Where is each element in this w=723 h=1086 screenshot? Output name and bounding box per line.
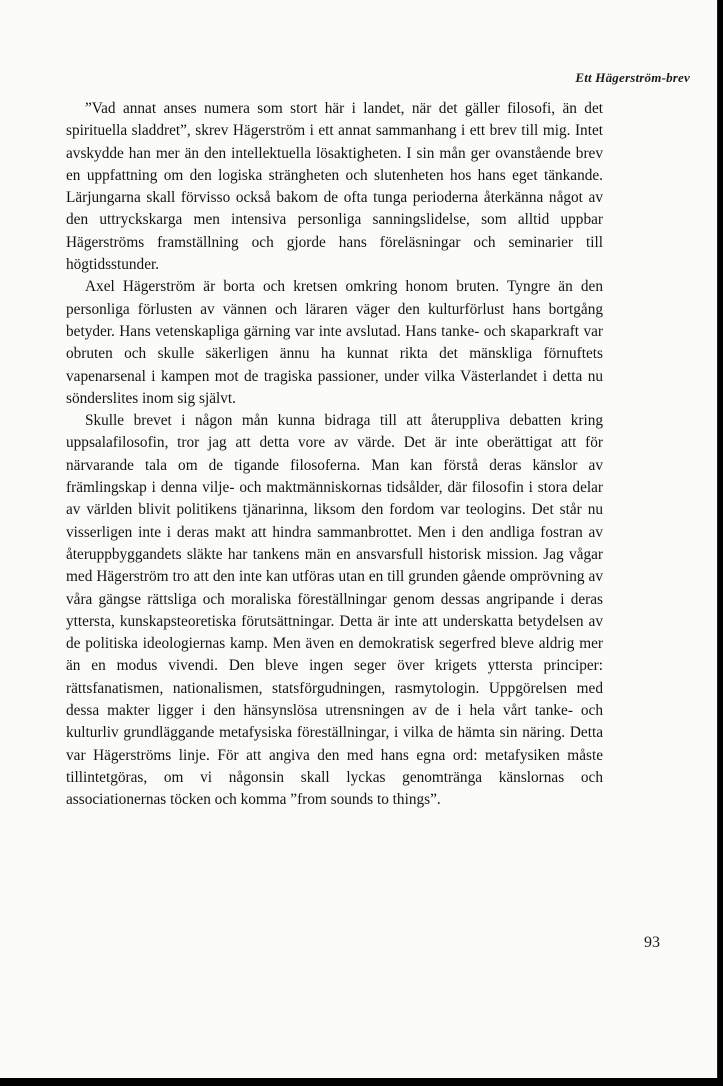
paragraph-3: Skulle brevet i någon mån kunna bidraga till att återuppliva debatten kring uppsalafilosofin, tror jag att detta vore av värde. Det är inte oberättigat att för närvarande tala om de tigande filosoferna. Man kan förstå deras känslor av främlingskap i denna vilje- och maktmänniskornas tidsålder, där filosofin i stora delar av världen blivit politikens tjänarinna, liksom den fordom var teologins. Det står nu visserligen inte i deras makt att hindra sammanbrottet. Men i den andliga fostran av återuppbyggandets släkte har tankens män en ansvarsfull historisk mission. Jag vågar med Hägerström tro att den inte kan utföras utan en till grunden gående omprövning av våra gängse rättsliga och moraliska föreställningar genom dessas angripande i deras yttersta, kunskapsteoretiska förutsättningar. Detta är inte att underskatta betydelsen av de politiska ideologiernas kamp. Men även en demokratisk segerfred bleve aldrig mer än en modus vivendi. Den bleve ingen seger över krigets yttersta principer: rättsfanatismen, nationalismen, statsförgudningen, rasmytologin. Uppgörelsen med dessa makter ligger i den hänsynslösa utrensningen av de i hela vårt tanke- och kulturliv grundläggande metafysiska föreställningar, i vilka de hämta sin näring. Detta var Hägerströms linje. För att angiva den med hans egna ord: metafysiken måste tillintetgöras, om vi någonsin skall lyckas genomtränga känslornas och associationernas töcken och komma ”from sounds to things”. [66, 412, 603, 809]
paragraph-1: ”Vad annat anses numera som stort här i landet, när det gäller filosofi, än det spirituella sladdret”, skrev Hägerström i ett annat sammanhang i ett brev till mig. Intet avskydde han mer än den intellektuella lösaktigheten. I sin mån ger ovanstående brev en uppfattning om den logiska strängheten och slutenheten hos hans eget tänkande. Lärjungarna skall förvisso också bakom de ofta tunga perioderna återkänna något av den uttryckskarga men intensiva personliga sanningslidelse, som alltid uppbar Hägerströms framställning och gjorde hans föreläsningar och seminarier till högtidsstunder. [66, 100, 603, 274]
body-text [66, 98, 603, 812]
running-head-title: Ett Hägerström-brev [575, 70, 690, 85]
page-number: 93 [644, 934, 660, 951]
paragraph-2: Axel Hägerström är borta och kretsen omkring honom bruten. Tyngre än den personliga förlusten av vännen och läraren väger den kulturförlust hans bortgång betyder. Hans vetenskapliga gärning var inte avslutad. Hans tanke- och skaparkraft var obruten och skulle säkerligen ännu ha kunnat rikta det mänskliga förnuftets vapenarsenal i kampen mot de tragiska passioner, under vilka Västerlandet i detta nu sönderslites inom sig självt. [66, 278, 603, 407]
